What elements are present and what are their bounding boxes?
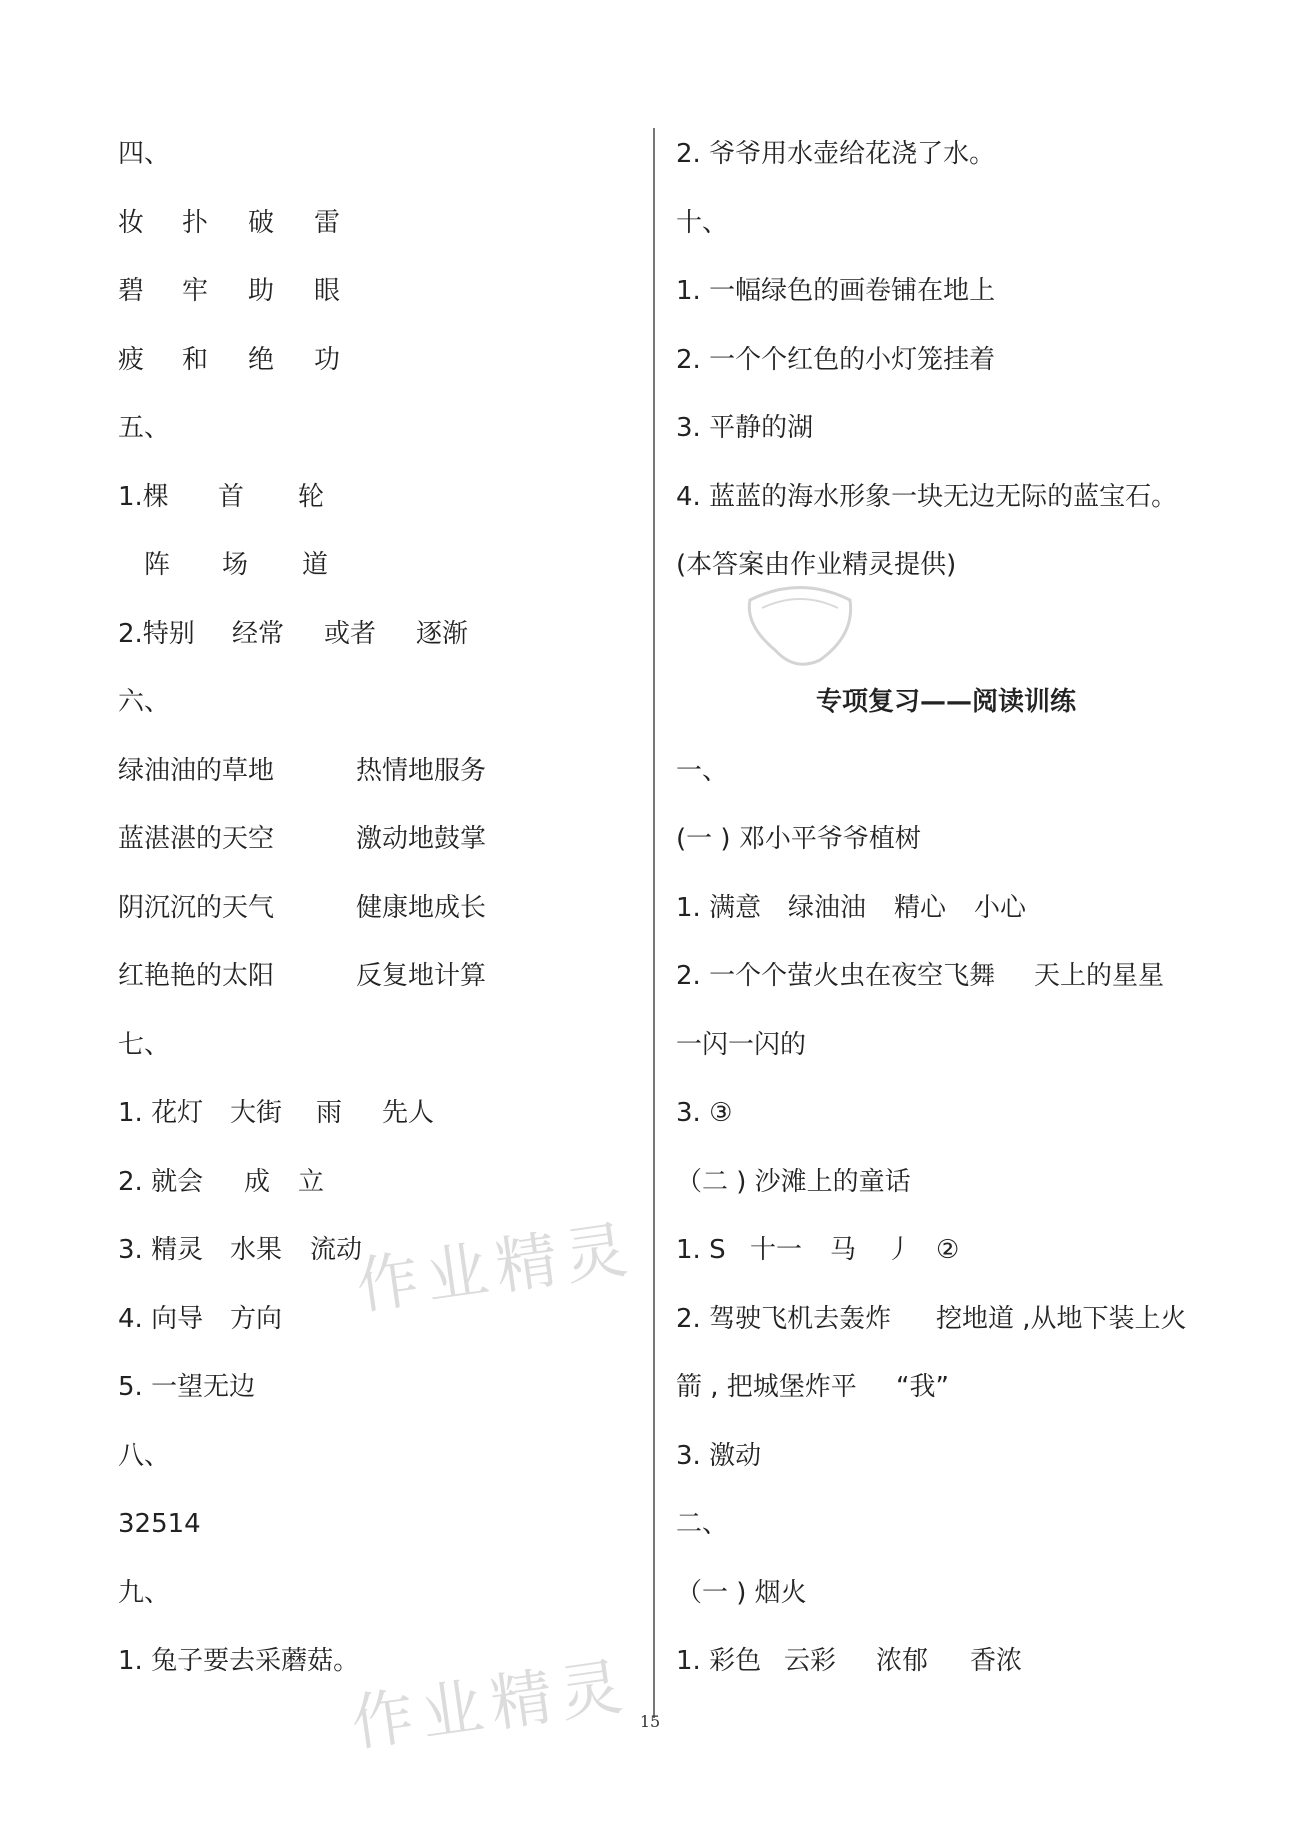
answer-line [676, 1295, 1216, 1364]
answer-item: 蓝湛湛的天空 [118, 824, 275, 854]
answer-item: 疲 [118, 344, 145, 375]
answer-line [676, 1021, 1216, 1090]
left-column [118, 130, 638, 1706]
line-text: （一 ) 烟火 [676, 1577, 807, 1608]
answer-item: (本答案由作业精灵提供) [676, 550, 957, 580]
answer-item: 马 [830, 1235, 857, 1265]
answer-line [118, 815, 638, 884]
line-text: 一、 [676, 755, 729, 786]
answer-item: 先人 [382, 1098, 435, 1128]
watermark: 作业精灵 [346, 1648, 635, 1761]
watermark: 作业精灵 [351, 1211, 640, 1324]
section-heading [118, 404, 638, 473]
answer-line [118, 336, 638, 405]
answer-item: 3. 激动 [676, 1440, 762, 1471]
answer-line [676, 336, 1216, 405]
answer-item: 1. 满意 [676, 892, 762, 923]
answer-line [676, 1226, 1216, 1295]
answer-item: 精心 [894, 892, 947, 923]
answer-item: 云彩 [784, 1646, 837, 1676]
answer-item: 2. 一个个萤火虫在夜空飞舞 [676, 961, 996, 991]
answer-item: 2. 一个个红色的小灯笼挂着 [676, 344, 996, 375]
answer-item: 阵 [144, 550, 171, 580]
section-heading [676, 1500, 1216, 1569]
answer-line [118, 267, 638, 336]
answer-item: 4. 蓝蓝的海水形象一块无边无际的蓝宝石。 [676, 481, 1178, 512]
answer-item: 一闪一闪的 [676, 1029, 807, 1060]
answer-item: 2. 驾驶飞机去轰炸 [676, 1303, 892, 1334]
column-divider [653, 128, 655, 1718]
section-heading [118, 1569, 638, 1638]
answer-item: 雨 [316, 1098, 343, 1128]
answer-item: 场 [222, 550, 249, 580]
passage-title [676, 815, 1216, 884]
answer-item: 1. 花灯 [118, 1098, 204, 1128]
section-heading [676, 747, 1216, 816]
line-text: (一 ) 邓小平爷爷植树 [676, 824, 921, 854]
answer-item: 轮 [298, 481, 325, 512]
answer-line [118, 747, 638, 816]
answer-item: 1.棵 [118, 481, 169, 512]
line-text: 八、 [118, 1440, 171, 1471]
line-text: 四、 [118, 139, 171, 169]
answer-line [676, 1432, 1216, 1501]
answer-item: 箭 , 把城堡炸平 [676, 1372, 857, 1402]
section-heading [118, 1432, 638, 1501]
answer-line [118, 610, 638, 679]
answer-item: 2.特别 [118, 618, 195, 649]
answer-item: 立 [298, 1166, 325, 1197]
answer-item: 扑 [182, 207, 209, 238]
answer-item: 3. 精灵 [118, 1235, 204, 1265]
passage-title [676, 1158, 1216, 1227]
answer-item: 3. ③ [676, 1098, 733, 1128]
page-number: 15 [639, 1712, 661, 1731]
line-text: 十、 [676, 207, 729, 238]
answer-item: 绿油油的草地 [118, 755, 275, 786]
answer-item: 4. 向导 [118, 1303, 204, 1334]
answer-item: 红艳艳的太阳 [118, 961, 275, 991]
answer-item: ② [936, 1235, 960, 1265]
answer-item: 激动地鼓掌 [356, 824, 487, 854]
right-column [676, 130, 1216, 1706]
answer-item: 32514 [118, 1509, 201, 1539]
answer-item: 小心 [974, 892, 1027, 923]
answer-item: 方向 [230, 1303, 283, 1334]
answer-item: 碧 [118, 276, 145, 306]
section-title-text: 专项复习——阅读训练 [815, 687, 1076, 717]
line-text: 二、 [676, 1509, 729, 1539]
answer-item: 阴沉沉的天气 [118, 892, 275, 923]
answer-line [676, 404, 1216, 473]
passage-title [676, 1569, 1216, 1638]
answer-line [676, 1363, 1216, 1432]
answer-item: 1. 彩色 [676, 1646, 762, 1676]
answer-item: 眼 [314, 276, 341, 306]
answer-item: 首 [218, 481, 245, 512]
answer-item: 5. 一望无边 [118, 1372, 256, 1402]
answer-line [676, 884, 1216, 953]
answer-line [676, 130, 1216, 199]
answer-line [118, 884, 638, 953]
answer-item: 香浓 [970, 1646, 1023, 1676]
stamp-logo-icon [740, 580, 860, 670]
answer-item: “我” [896, 1372, 949, 1402]
answer-item: 水果 [230, 1235, 283, 1265]
answer-item: 成 [244, 1166, 271, 1197]
answer-item: 热情地服务 [356, 755, 487, 786]
answer-item: 道 [302, 550, 329, 580]
answer-item: 1. S [676, 1235, 726, 1265]
answer-line [118, 1089, 638, 1158]
line-text: 七、 [118, 1029, 171, 1060]
line-text: （二 ) 沙滩上的童话 [676, 1166, 911, 1197]
answer-item: 2. 就会 [118, 1166, 204, 1197]
answer-item: 和 [182, 344, 209, 375]
answer-line [118, 1363, 638, 1432]
answer-line [676, 1637, 1216, 1706]
answer-line [118, 1500, 638, 1569]
answer-item: 绝 [248, 344, 275, 375]
answer-item: 挖地道 ,从地下装上火 [936, 1303, 1187, 1334]
answer-item: 大街 [230, 1098, 283, 1128]
section-heading [118, 1021, 638, 1090]
answer-item: 助 [248, 276, 275, 306]
line-text: 五、 [118, 413, 171, 443]
answer-item: 绿油油 [788, 892, 867, 923]
answer-line [118, 473, 638, 542]
answer-item: 1. 一幅绿色的画卷铺在地上 [676, 276, 996, 306]
line-text: 六、 [118, 687, 171, 717]
answer-line [676, 1089, 1216, 1158]
answer-line [118, 199, 638, 268]
answer-item: 丿 [886, 1235, 913, 1265]
answer-line [118, 952, 638, 1021]
answer-item: 2. 爷爷用水壶给花浇了水。 [676, 139, 996, 169]
answer-item: 流动 [310, 1235, 363, 1265]
answer-line [676, 267, 1216, 336]
answer-item: 天上的星星 [1034, 961, 1165, 991]
answer-line [676, 952, 1216, 1021]
answer-item: 妆 [118, 207, 145, 238]
section-heading [118, 130, 638, 199]
line-text: 九、 [118, 1577, 171, 1608]
answer-item: 逐渐 [416, 618, 469, 649]
answer-item: 反复地计算 [356, 961, 487, 991]
answer-item: 破 [248, 207, 275, 238]
answer-item: 浓郁 [876, 1646, 929, 1676]
section-title [676, 678, 1216, 747]
answer-item: 功 [314, 344, 341, 375]
answer-item: 健康地成长 [356, 892, 487, 923]
answer-item: 雷 [314, 207, 341, 238]
answer-item: 牢 [182, 276, 209, 306]
section-heading [118, 678, 638, 747]
answer-item: 3. 平静的湖 [676, 413, 814, 443]
answer-item: 经常 [232, 618, 285, 649]
answer-item: 1. 兔子要去采蘑菇。 [118, 1646, 360, 1676]
answer-item: 或者 [324, 618, 377, 649]
answer-item: 十一 [750, 1235, 803, 1265]
section-heading [676, 199, 1216, 268]
answer-line [676, 473, 1216, 542]
answer-line [118, 541, 638, 610]
